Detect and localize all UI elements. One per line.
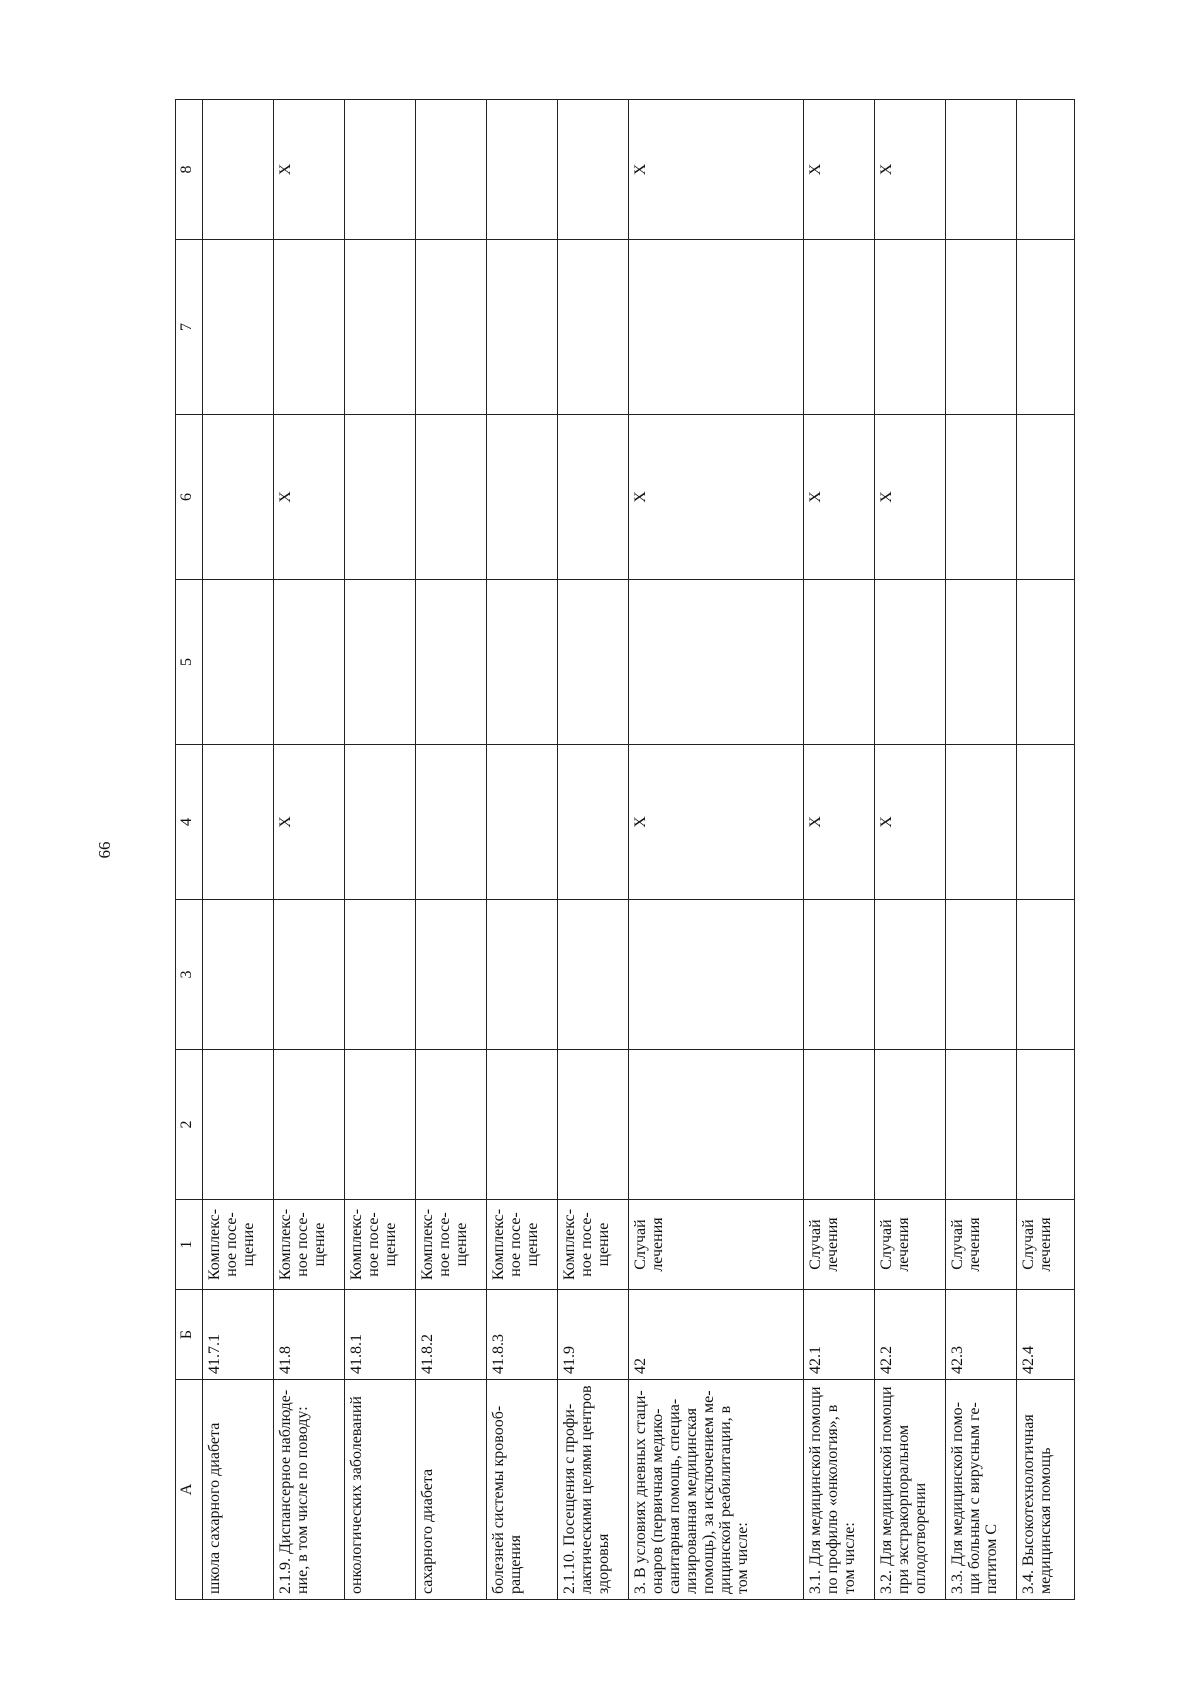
row-code: 41.7.1 — [203, 1290, 274, 1380]
value-cell — [416, 1050, 487, 1200]
value-cell — [416, 745, 487, 900]
value-cell — [487, 240, 558, 415]
value-cell — [946, 580, 1017, 745]
header-row — [176, 100, 203, 1600]
value-cell: X — [875, 100, 946, 240]
value-cell — [203, 900, 274, 1050]
row-code: 42.3 — [946, 1290, 1017, 1380]
header-cell: 1 — [176, 1200, 203, 1290]
row-unit: Комплекс-ное посе-щение — [345, 1200, 416, 1290]
value-cell — [946, 100, 1017, 240]
data-table — [175, 99, 1075, 1600]
value-cell — [203, 580, 274, 745]
row-code: 42.1 — [804, 1290, 875, 1380]
row-unit: Комплекс-ное посе-щение — [558, 1200, 629, 1290]
value-cell — [345, 415, 416, 580]
row-description: 3. В условиях дневных стаци-онаров (первичная медико-санитарная помощь, специа-лизированная медицинская помощь), за исключением ме-дицинской реабилитации, в том числе: — [629, 1380, 804, 1600]
value-cell — [875, 240, 946, 415]
header-cell: Б — [176, 1290, 203, 1380]
value-cell — [1017, 1050, 1075, 1200]
table-row — [804, 100, 875, 1600]
page-number: 66 — [95, 841, 114, 859]
table-row — [875, 100, 946, 1600]
header-cell: 5 — [176, 580, 203, 745]
value-cell: X — [629, 415, 804, 580]
value-cell — [345, 240, 416, 415]
value-cell: X — [804, 745, 875, 900]
row-description: 3.4. Высокотехнологичная медицинская помощь — [1017, 1380, 1075, 1600]
table-row — [946, 100, 1017, 1600]
value-cell — [345, 580, 416, 745]
row-code: 41.9 — [558, 1290, 629, 1380]
row-unit: Комплекс-ное посе-щение — [487, 1200, 558, 1290]
value-cell — [946, 1050, 1017, 1200]
value-cell — [946, 415, 1017, 580]
value-cell — [558, 100, 629, 240]
value-cell: X — [629, 745, 804, 900]
row-code: 42.2 — [875, 1290, 946, 1380]
value-cell — [274, 900, 345, 1050]
row-unit: Случай лечения — [1017, 1200, 1075, 1290]
value-cell — [629, 1050, 804, 1200]
value-cell — [203, 745, 274, 900]
value-cell — [946, 240, 1017, 415]
row-unit: Случай лечения — [804, 1200, 875, 1290]
value-cell — [487, 100, 558, 240]
value-cell — [1017, 580, 1075, 745]
table-row — [629, 100, 804, 1600]
row-unit: Случай лечения — [875, 1200, 946, 1290]
value-cell — [203, 240, 274, 415]
value-cell — [1017, 240, 1075, 415]
value-cell — [1017, 415, 1075, 580]
value-cell — [875, 1050, 946, 1200]
value-cell — [804, 1050, 875, 1200]
header-cell: 7 — [176, 240, 203, 415]
value-cell — [345, 900, 416, 1050]
value-cell: X — [804, 100, 875, 240]
row-code: 41.8.2 — [416, 1290, 487, 1380]
row-description: 3.1. Для медицинской помощи по профилю «онкология», в том числе: — [804, 1380, 875, 1600]
header-cell: А — [176, 1380, 203, 1600]
row-code: 41.8.1 — [345, 1290, 416, 1380]
value-cell — [558, 580, 629, 745]
table-row — [345, 100, 416, 1600]
row-description: сахарного диабета — [416, 1380, 487, 1600]
row-code: 41.8 — [274, 1290, 345, 1380]
header-cell: 3 — [176, 900, 203, 1050]
value-cell — [946, 745, 1017, 900]
value-cell — [629, 900, 804, 1050]
value-cell — [487, 900, 558, 1050]
row-description: 3.3. Для медицинской помо-щи больным с вирусным ге-патитом С — [946, 1380, 1017, 1600]
table-row — [203, 100, 274, 1600]
row-unit: Случай лечения — [946, 1200, 1017, 1290]
value-cell — [203, 415, 274, 580]
value-cell — [416, 580, 487, 745]
row-code: 41.8.3 — [487, 1290, 558, 1380]
row-unit: Комплекс-ное посе-щение — [416, 1200, 487, 1290]
value-cell — [558, 415, 629, 580]
value-cell — [416, 240, 487, 415]
header-cell: 6 — [176, 415, 203, 580]
table-body — [203, 100, 1075, 1600]
row-code: 42.4 — [1017, 1290, 1075, 1380]
row-unit: Комплекс-ное посе-щение — [274, 1200, 345, 1290]
value-cell — [629, 580, 804, 745]
table-row — [274, 100, 345, 1600]
value-cell: X — [804, 415, 875, 580]
value-cell — [875, 900, 946, 1050]
value-cell: X — [875, 745, 946, 900]
value-cell — [345, 1050, 416, 1200]
rotated-page — [175, 100, 1075, 1600]
value-cell — [875, 580, 946, 745]
value-cell — [1017, 745, 1075, 900]
row-description: 2.1.10. Посещения с профи-лактическими целями центров здоровья — [558, 1380, 629, 1600]
value-cell — [345, 745, 416, 900]
value-cell — [203, 1050, 274, 1200]
table-row — [416, 100, 487, 1600]
value-cell — [203, 100, 274, 240]
row-description: школа сахарного диабета — [203, 1380, 274, 1600]
header-cell: 8 — [176, 100, 203, 240]
value-cell — [946, 900, 1017, 1050]
value-cell — [1017, 900, 1075, 1050]
value-cell: X — [875, 415, 946, 580]
value-cell — [558, 745, 629, 900]
header-cell: 2 — [176, 1050, 203, 1200]
value-cell — [416, 900, 487, 1050]
value-cell: X — [274, 415, 345, 580]
table-row — [558, 100, 629, 1600]
value-cell — [487, 415, 558, 580]
row-description: 2.1.9. Диспансерное наблюде-ние, в том числе по поводу: — [274, 1380, 345, 1600]
row-description: 3.2. Для медицинской помощи при экстракорпоральном оплодотворении — [875, 1380, 946, 1600]
table-row — [487, 100, 558, 1600]
value-cell — [274, 240, 345, 415]
value-cell — [804, 900, 875, 1050]
row-unit: Комплекс-ное посе-щение — [203, 1200, 274, 1290]
value-cell — [274, 580, 345, 745]
value-cell — [558, 900, 629, 1050]
value-cell — [629, 240, 804, 415]
value-cell: X — [274, 100, 345, 240]
value-cell — [487, 745, 558, 900]
row-description: болезней системы кровооб-ращения — [487, 1380, 558, 1600]
row-code: 42 — [629, 1290, 804, 1380]
value-cell: X — [629, 100, 804, 240]
value-cell — [487, 580, 558, 745]
value-cell — [558, 1050, 629, 1200]
value-cell — [804, 240, 875, 415]
row-description: онкологических заболеваний — [345, 1380, 416, 1600]
value-cell — [487, 1050, 558, 1200]
value-cell — [804, 580, 875, 745]
value-cell — [416, 100, 487, 240]
value-cell — [558, 240, 629, 415]
value-cell — [416, 415, 487, 580]
table-row — [1017, 100, 1075, 1600]
value-cell — [1017, 100, 1075, 240]
value-cell: X — [274, 745, 345, 900]
header-cell: 4 — [176, 745, 203, 900]
value-cell — [345, 100, 416, 240]
row-unit: Случай лечения — [629, 1200, 804, 1290]
value-cell — [274, 1050, 345, 1200]
